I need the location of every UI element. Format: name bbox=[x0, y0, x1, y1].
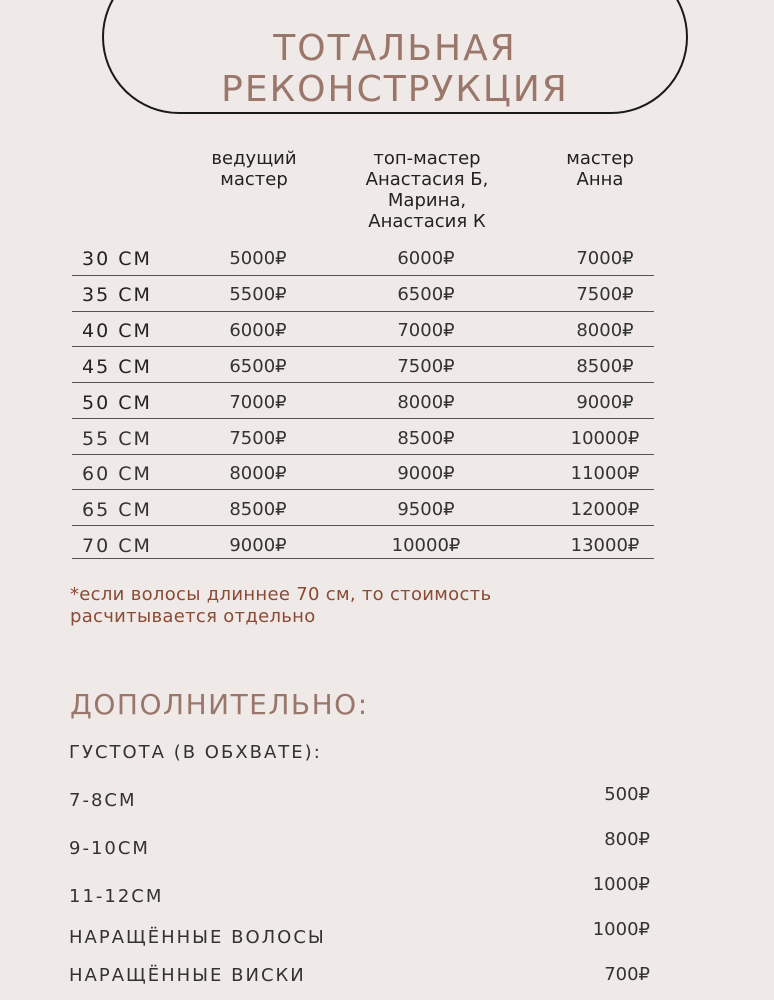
length-cell: 65 СМ bbox=[82, 499, 152, 521]
price-cell: 8000₽ bbox=[576, 320, 634, 341]
price-cell: 11000₽ bbox=[570, 463, 640, 484]
length-cell: 60 СМ bbox=[82, 463, 152, 485]
column-header-lead-master: ведущий мастер bbox=[211, 148, 297, 190]
length-cell: 40 СМ bbox=[82, 320, 152, 342]
table-divider bbox=[72, 383, 654, 419]
price-cell: 6500₽ bbox=[229, 356, 287, 377]
extra-item-label: 7-8СМ bbox=[69, 790, 137, 811]
length-cell: 45 СМ bbox=[82, 356, 152, 378]
extra-item-price: 500₽ bbox=[604, 784, 650, 805]
extra-item-price: 1000₽ bbox=[592, 874, 650, 895]
price-cell: 6000₽ bbox=[229, 320, 287, 341]
table-divider bbox=[72, 276, 654, 312]
extra-item-price: 700₽ bbox=[604, 964, 650, 985]
extra-item-price: 1000₽ bbox=[592, 919, 650, 940]
price-cell: 7500₽ bbox=[397, 356, 455, 377]
extra-section-title: ДОПОЛНИТЕЛЬНО: bbox=[70, 688, 369, 721]
price-cell: 7500₽ bbox=[229, 428, 287, 449]
price-cell: 12000₽ bbox=[570, 499, 640, 520]
density-subtitle: ГУСТОТА (В ОБХВАТЕ): bbox=[69, 742, 322, 763]
price-cell: 6500₽ bbox=[397, 284, 455, 305]
table-divider bbox=[72, 240, 654, 276]
length-cell: 55 СМ bbox=[82, 428, 152, 450]
length-cell: 30 СМ bbox=[82, 248, 152, 270]
price-cell: 9000₽ bbox=[576, 392, 634, 413]
price-cell: 9500₽ bbox=[397, 499, 455, 520]
table-divider bbox=[72, 490, 654, 526]
extra-item-label: 9-10СМ bbox=[69, 838, 150, 859]
price-cell: 5500₽ bbox=[229, 284, 287, 305]
length-cell: 70 СМ bbox=[82, 535, 152, 557]
price-cell: 13000₽ bbox=[570, 535, 640, 556]
price-cell: 6000₽ bbox=[397, 248, 455, 269]
price-cell: 7000₽ bbox=[229, 392, 287, 413]
price-cell: 7000₽ bbox=[576, 248, 634, 269]
price-cell: 8500₽ bbox=[229, 499, 287, 520]
price-cell: 10000₽ bbox=[570, 428, 640, 449]
price-cell: 8500₽ bbox=[397, 428, 455, 449]
extra-item-label: НАРАЩЁННЫЕ ВИСКИ bbox=[69, 965, 306, 986]
column-header-master-anna: мастер Анна bbox=[566, 148, 634, 190]
price-cell: 10000₽ bbox=[391, 535, 461, 556]
length-cell: 50 СМ bbox=[82, 392, 152, 414]
price-cell: 8000₽ bbox=[397, 392, 455, 413]
table-divider bbox=[72, 312, 654, 347]
column-header-top-master: топ-мастер Анастасия Б, Марина, Анастасия К bbox=[365, 148, 489, 232]
price-cell: 8500₽ bbox=[576, 356, 634, 377]
length-cell: 35 СМ bbox=[82, 284, 152, 306]
price-cell: 8000₽ bbox=[229, 463, 287, 484]
table-divider bbox=[72, 419, 654, 455]
table-divider bbox=[72, 347, 654, 383]
extra-item-price: 800₽ bbox=[604, 829, 650, 850]
extra-item-label: 11-12СМ bbox=[69, 886, 164, 907]
long-hair-note: *если волосы длиннее 70 см, то стоимость расчитывается отдельно bbox=[70, 584, 492, 627]
price-cell: 9000₽ bbox=[229, 535, 287, 556]
page-title: ТОТАЛЬНАЯ РЕКОНСТРУКЦИЯ bbox=[221, 28, 569, 110]
price-cell: 5000₽ bbox=[229, 248, 287, 269]
table-divider bbox=[72, 524, 654, 559]
price-cell: 7500₽ bbox=[576, 284, 634, 305]
table-divider bbox=[72, 454, 654, 490]
extra-item-label: НАРАЩЁННЫЕ ВОЛОСЫ bbox=[69, 927, 326, 948]
price-cell: 9000₽ bbox=[397, 463, 455, 484]
price-cell: 7000₽ bbox=[397, 320, 455, 341]
